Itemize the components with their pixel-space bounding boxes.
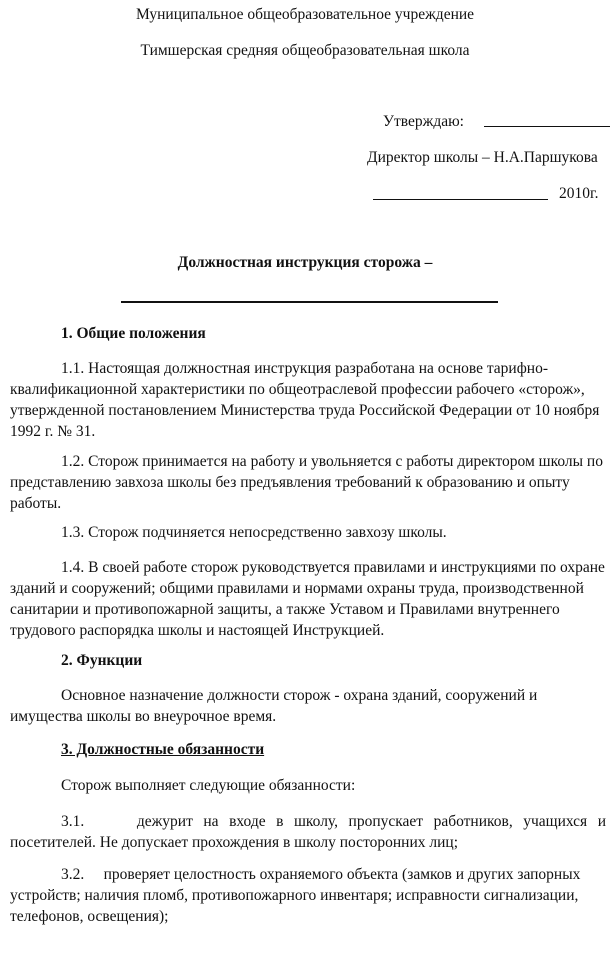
section3-intro: Сторож выполняет следующие обязанности: [61, 777, 356, 794]
duty-3-1: посетителей. Не допускает прохождения в школу посторонних лиц; [10, 834, 459, 851]
approve-label: Утверждаю: [383, 113, 464, 130]
paragraph-1-2-first-line: 1.2. Сторож принимается на работу и увольняется с работы директором школы по [61, 453, 603, 470]
duty-3-1-first-line: 3.1. дежурит на входе в школу, пропускает работников, учащихся и [61, 813, 606, 830]
section2-paragraph-first-line: Основное назначение должности сторож - охрана зданий, сооружений и [61, 687, 538, 704]
director-name: Директор школы – Н.А.Паршукова [367, 149, 598, 166]
paragraph-1-1-first-line: 1.1. Настоящая должностная инструкция разработана на основе тарифно- [61, 360, 548, 377]
paragraph-1-1: квалификационной характеристики по общеотраслевой профессии рабочего «сторож», утвержденной постановлением Министерства труда Российской Федерации от 10 ноября 1992 г. № 31. [10, 381, 600, 440]
duty-3-2: устройств; наличия пломб, противопожарного инвентаря; исправности сигнализации, телефонов, освещения); [10, 887, 579, 925]
paragraph-1-4-first-line: 1.4. В своей работе сторож руководствуется правилами и инструкциями по охране [61, 559, 605, 576]
date-line [373, 199, 548, 200]
duty-3-2-first-line: 3.2. проверяет целостность охраняемого объекта (замков и других запорных [61, 866, 581, 883]
paragraph-1-2: представлению завхоза школы без предъявления требований к образованию и опыту работы. [10, 474, 570, 512]
school-name: Тимшерская средняя общеобразовательная школа [140, 42, 470, 59]
title-underline [121, 301, 498, 303]
paragraph-1-4: зданий и сооружений; общими правилами и нормами охраны труда, производственной санитарии и противопожарной защиты, а также Уставом и Правилами внутреннего трудового распорядка школы и настоящей Инструкцией. [10, 580, 584, 639]
paragraph-1-3: 1.3. Сторож подчиняется непосредственно завхозу школы. [61, 524, 447, 541]
institution-name: Муниципальное общеобразовательное учреждение [135, 6, 475, 23]
section3-heading: 3. Должностные обязанности [61, 741, 265, 758]
signature-line [484, 126, 610, 127]
document-title: Должностная инструкция сторожа – [177, 254, 433, 271]
approval-year: 2010г. [559, 185, 599, 202]
section2-heading: 2. Функции [61, 652, 143, 669]
section1-heading: 1. Общие положения [61, 325, 206, 342]
section2-paragraph: имущества школы во внеурочное время. [10, 708, 277, 725]
